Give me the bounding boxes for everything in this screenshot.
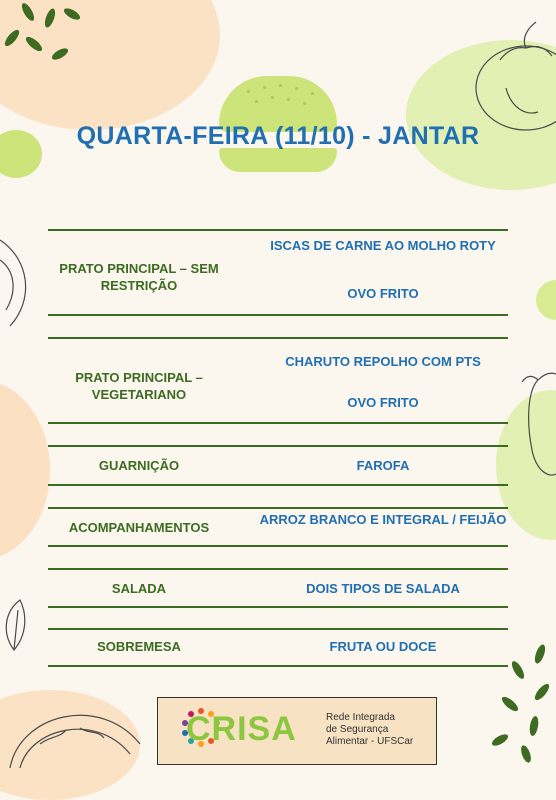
menu-label: ACOMPANHAMENTOS: [68, 520, 210, 535]
decor-peach-blob: [0, 380, 50, 560]
menu-label: GUARNIÇÃO: [98, 458, 180, 473]
leaf-icon: [0, 230, 36, 330]
menu-label: SALADA: [111, 581, 167, 596]
divider: [48, 545, 508, 547]
divider: [48, 314, 508, 316]
divider: [48, 337, 508, 339]
menu-item: ISCAS DE CARNE AO MOLHO ROTY: [270, 238, 496, 253]
divider: [48, 229, 508, 231]
menu-label: PRATO PRINCIPAL – SEM RESTRIÇÃO: [59, 261, 219, 293]
crisa-logo: [157, 697, 437, 765]
menu-item: OVO FRITO: [347, 395, 419, 410]
logo-tagline: Rede Integrada de Segurança Alimentar - UFSCar: [326, 712, 414, 747]
divider: [48, 568, 508, 570]
burger-bun-icon: [219, 148, 337, 172]
divider: [48, 422, 508, 424]
menu-item: FAROFA: [356, 458, 410, 473]
divider: [48, 445, 508, 447]
menu-item: CHARUTO REPOLHO COM PTS: [285, 354, 481, 369]
menu-item: ARROZ BRANCO E INTEGRAL / FEIJÃO: [259, 512, 507, 527]
divider: [48, 606, 508, 608]
vegetable-icon: [518, 370, 556, 480]
menu-item: DOIS TIPOS DE SALADA: [306, 581, 460, 596]
menu-item: FRUTA OU DOCE: [329, 639, 437, 654]
divider: [48, 507, 508, 509]
menu-label: PRATO PRINCIPAL – VEGETARIANO: [75, 370, 203, 402]
logo-wordmark: CRISA: [186, 710, 297, 748]
menu-label: SOBREMESA: [97, 639, 181, 654]
divider: [48, 484, 508, 486]
decor-lime-dot: [536, 280, 556, 320]
taco-icon: [0, 684, 150, 768]
page-title: QUARTA-FEIRA (11/10) - JANTAR: [76, 122, 480, 150]
leaf-icon: [0, 598, 28, 652]
divider: [48, 665, 508, 667]
leaves-icon: [0, 0, 110, 70]
leaves-icon: [470, 640, 556, 768]
menu-item: OVO FRITO: [347, 286, 419, 301]
divider: [48, 628, 508, 630]
tomato-icon: [466, 8, 556, 138]
